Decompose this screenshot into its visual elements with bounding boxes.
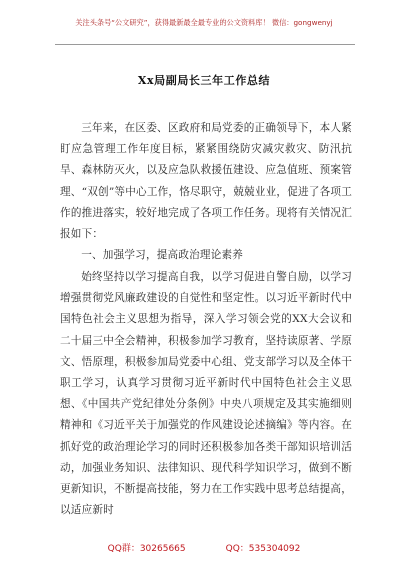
footer-contact [0, 541, 408, 554]
header-banner: 关注头条号“公文研究”，获得最新最全最专业的公文资料库！ 微信：gongwenyj [75, 18, 333, 27]
footer-qq-group: QQ群：30265665 [107, 544, 186, 554]
study-paragraph: 始终坚持以学习提高自我，以学习促进自警自励，以学习增强贯彻党风廉政建设的自觉性和坚定性。以习近平新时代中国特色社会主义思想为指导，深入学习领会党的XX大会议和二十届三中全会精神，积极参加学习教育，坚持读原著、学原文、悟原理，积极参加局党委中心组、党支部学习以及全体干职工学习，认真学习贯彻习近平新时代中国特色社会主义思想、《中国共产党纪律处分条例》中央八项规定及其实施细则精神和《习近平关于加强党的作风建设论述摘编》等内容。在抓好党的政治理论学习的同时还积极参加各类干部知识培训活动，加强业务知识、法律知识、现代科学知识学习，做到不断更新知识，不断提高技能，努力在工作实践中思考总结提高，以适应新时 [60, 271, 352, 517]
footer-qq: QQ：535304092 [225, 544, 301, 554]
header-divider [55, 44, 355, 45]
intro-paragraph: 三年来，在区委、区政府和局党委的正确领导下，本人紧盯应急管理工作年度目标，紧紧围绕防灾减灾救灾、防汛抗旱、森林防灭火，以及应急队救援伍建设、应急值班、预案管理、“双创”等中心工作，恪尽职守，兢兢业业，促进了各项工作的推进落实，较好地完成了各项工作任务。现将有关情况汇报如下： [60, 122, 352, 241]
section-heading: 一、加强学习，提高政治理论素养 [81, 249, 244, 261]
document-title: Xx局副局长三年工作总结 [137, 74, 271, 87]
